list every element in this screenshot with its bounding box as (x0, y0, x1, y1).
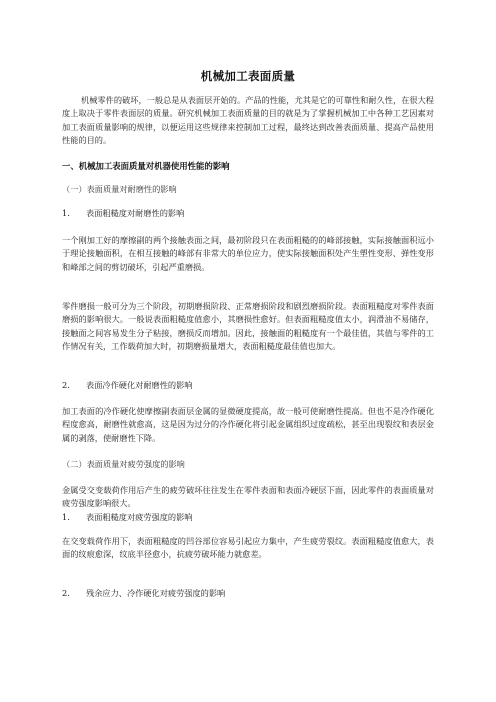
item-title: 残余应力、冷作硬化对疲劳强度的影响 (86, 588, 226, 598)
paragraph-contact-wear: 一个刚加工好的摩擦副的两个接触表面之间，最初阶段只在表面粗糙的的峰部接触，实际接触面积远小于理论接触面积，在相互接触的峰部有非常大的单位应力，使实际接触面积处产生塑性变形、弹性变形和峰部之间的剪切破坏，引起严重磨损。 (62, 235, 434, 272)
document-title: 机械加工表面质量 (200, 69, 296, 83)
item-number: 1. (62, 512, 70, 522)
item-heading-roughness-fatigue (62, 511, 434, 524)
item-number: 1. (62, 208, 70, 218)
item-number: 2. (62, 380, 70, 390)
subsection-heading-fatigue: （二）表面质量对疲劳强度的影响 (62, 459, 185, 469)
section-heading: 一、机械加工表面质量对机器使用性能的影响 (62, 161, 230, 171)
item-title: 表面粗糙度对疲劳强度的影响 (86, 512, 193, 522)
item-heading-hardening-wear (62, 379, 434, 392)
paragraph-roughness-fatigue: 在交变载荷作用下，表面粗糙度的凹谷部位容易引起应力集中，产生疲劳裂纹。表面粗糙度值愈大，表面的纹痕愈深，纹底半径愈小，抗疲劳破坏能力就愈差。 (62, 536, 434, 560)
item-heading-roughness-wear (62, 207, 434, 220)
item-heading-residual-stress (62, 587, 434, 600)
subsection-heading-wear: （一）表面质量对耐磨性的影响 (62, 184, 177, 194)
item-number: 2. (62, 588, 70, 598)
paragraph-wear-stages: 零件磨损一般可分为三个阶段，初期磨损阶段、正常磨损阶段和剧烈磨损阶段。表面粗糙度对零件表面磨损的影响很大。一般说表面粗糙度值愈小，其磨损性愈好。但表面粗糙度值太小，润滑油不易储存，接触面之间容易发生分子粘接，磨损反而增加。因此，接触面的粗糙度有一个最佳值，其值与零件的工作情况有关，工作载荷加大时，初期磨损量增大，表面粗糙度最佳值也加大。 (62, 301, 434, 352)
item-title: 表面粗糙度对耐磨性的影响 (86, 208, 185, 218)
paragraph-hardening-wear: 加工表面的冷作硬化使摩擦副表面层金属的显微硬度提高，故一般可使耐磨性提高。但也不是冷作硬化程度愈高，耐磨性就愈高，这是因为过分的冷作硬化将引起金属组织过度疏松，甚至出现裂纹和表层金属的剥落，使耐磨性下降。 (62, 406, 434, 443)
paragraph-fatigue-intro: 金属受交变载荷作用后产生的疲劳破坏往往发生在零件表面和表面冷硬层下面，因此零件的表面质量对疲劳强度影响很大。 (62, 485, 434, 509)
item-title: 表面冷作硬化对耐磨性的影响 (86, 380, 193, 390)
intro-paragraph: 机械零件的破坏，一般总是从表面层开始的。产品的性能，尤其是它的可靠性和耐久性，在很大程度上取决于零件表面层的质量。研究机械加工表面质量的目的就是为了掌握机械加工中各种工艺因素对加工表面质量影响的规律，以便运用这些规律来控制加工过程，最终达到改善表面质量、提高产品使用性能的目的。 (62, 95, 434, 146)
